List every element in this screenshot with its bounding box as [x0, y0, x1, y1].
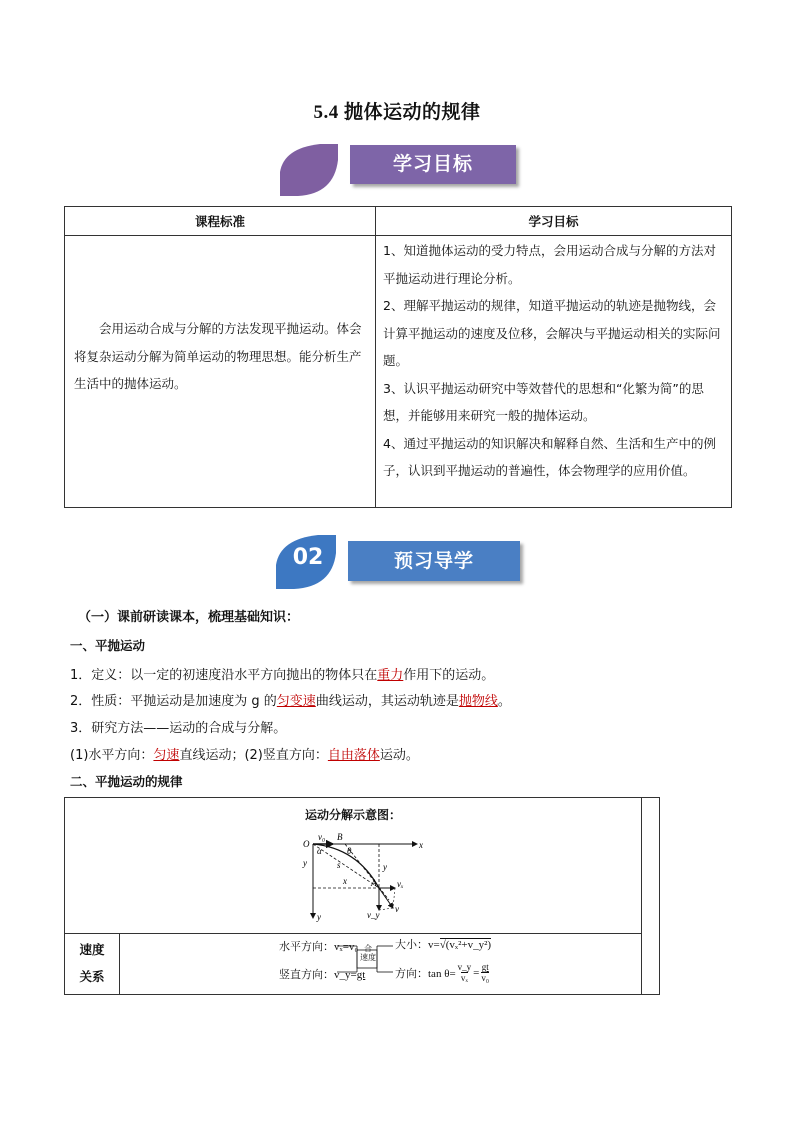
- label-b: B: [337, 832, 343, 842]
- property-line: 2．性质：平抛运动是加速度为 g 的匀变速曲线运动，其运动轨迹是抛物线。: [70, 694, 511, 709]
- label-v0: v₀: [318, 832, 326, 842]
- label-y: y: [383, 862, 387, 872]
- page-title: 5.4 抛体运动的规律: [313, 102, 481, 123]
- label-v: v: [395, 904, 399, 914]
- answer-parabola: 抛物线: [458, 694, 498, 709]
- method-line: 3．研究方法——运动的合成与分解。: [70, 721, 287, 736]
- direction-line: (1)水平方向：匀速直线运动；(2)竖直方向：自由落体运动。: [70, 748, 419, 763]
- label-origin: O: [303, 839, 310, 849]
- section-heading: 一、平抛运动: [70, 638, 146, 653]
- label-vx: vₓ: [397, 879, 404, 889]
- label-x-axis: x: [419, 840, 423, 850]
- label-y-bottom: y: [317, 912, 321, 922]
- label-theta: θ: [347, 846, 352, 856]
- label-s: s: [337, 860, 341, 870]
- goal-item: 3、认识平抛运动研究中等效替代的思想和“化繁为简”的思想，并能够用来研究一般的抛体运动。: [383, 380, 704, 423]
- combine-label: 合 速度: [360, 944, 376, 962]
- goal-item: 2、理解平抛运动的规律，知道平抛运动的轨迹是抛物线，会计算平抛运动的速度及位移，会解决与平抛运动相关的实际问题。: [383, 298, 721, 368]
- answer-uniform: 匀速: [153, 748, 180, 763]
- banner-label: 学习目标: [350, 145, 516, 184]
- leaf-badge-icon: [276, 140, 340, 198]
- section-number: 02: [292, 545, 324, 570]
- velocity-direction: 方向：tan θ= $\frac{v\_y}{\text{vₓ}}$ = $\frac{gt}{\text{v₀}}$: [395, 962, 490, 983]
- standard-text: 会用运动合成与分解的方法发现平抛运动。体会将复杂运动分解为简单运动的物理思想。能分析生产生活中的抛体运动。: [74, 321, 362, 391]
- velocity-label: 速度 关系: [79, 942, 105, 984]
- label-vy: v_y: [367, 910, 380, 920]
- goal-item: 4、通过平抛运动的知识解决和解释自然、生活和生产中的例子，认识到平抛运动的普遍性，体会物理学的应用价值。: [383, 435, 716, 478]
- learning-goals-banner: [276, 140, 520, 200]
- diagram-caption: 运动分解示意图：: [304, 808, 401, 822]
- table-header-standard: 课程标准: [65, 207, 376, 236]
- label-alpha: α: [317, 846, 322, 856]
- answer-uniform-acceleration: 匀变速: [276, 694, 316, 709]
- velocity-magnitude: 大小：v=√(vₓ²+v_y²): [395, 939, 492, 951]
- motion-decomposition-diagram: [297, 830, 427, 922]
- banner-label: 预习导学: [348, 541, 520, 581]
- preview-banner: [272, 531, 524, 591]
- label-x: x: [343, 876, 347, 886]
- table-header-goals: 学习目标: [376, 207, 732, 236]
- preview-heading: （一）课前研读课本，梳理基础知识：: [78, 610, 300, 625]
- vertical-velocity: 竖直方向：v_y=gt: [279, 969, 366, 981]
- objectives-table: [64, 206, 732, 508]
- standard-cell: [65, 236, 376, 508]
- label-y-axis: y: [303, 858, 307, 868]
- definition-line: 1．定义：以一定的初速度沿水平方向抛出的物体只在重力作用下的运动。: [70, 668, 495, 683]
- section-heading: 二、平抛运动的规律: [70, 774, 183, 789]
- horizontal-velocity: 水平方向：vₓ=v₀: [279, 941, 359, 953]
- label-a: A: [371, 878, 377, 888]
- answer-free-fall: 自由落体: [327, 748, 380, 763]
- goal-item: 1、知道抛体运动的受力特点，会用运动合成与分解的方法对平抛运动进行理论分析。: [383, 243, 716, 286]
- answer-gravity: 重力: [377, 668, 404, 683]
- projectile-rule-table: [64, 797, 660, 995]
- goals-cell: [376, 236, 732, 508]
